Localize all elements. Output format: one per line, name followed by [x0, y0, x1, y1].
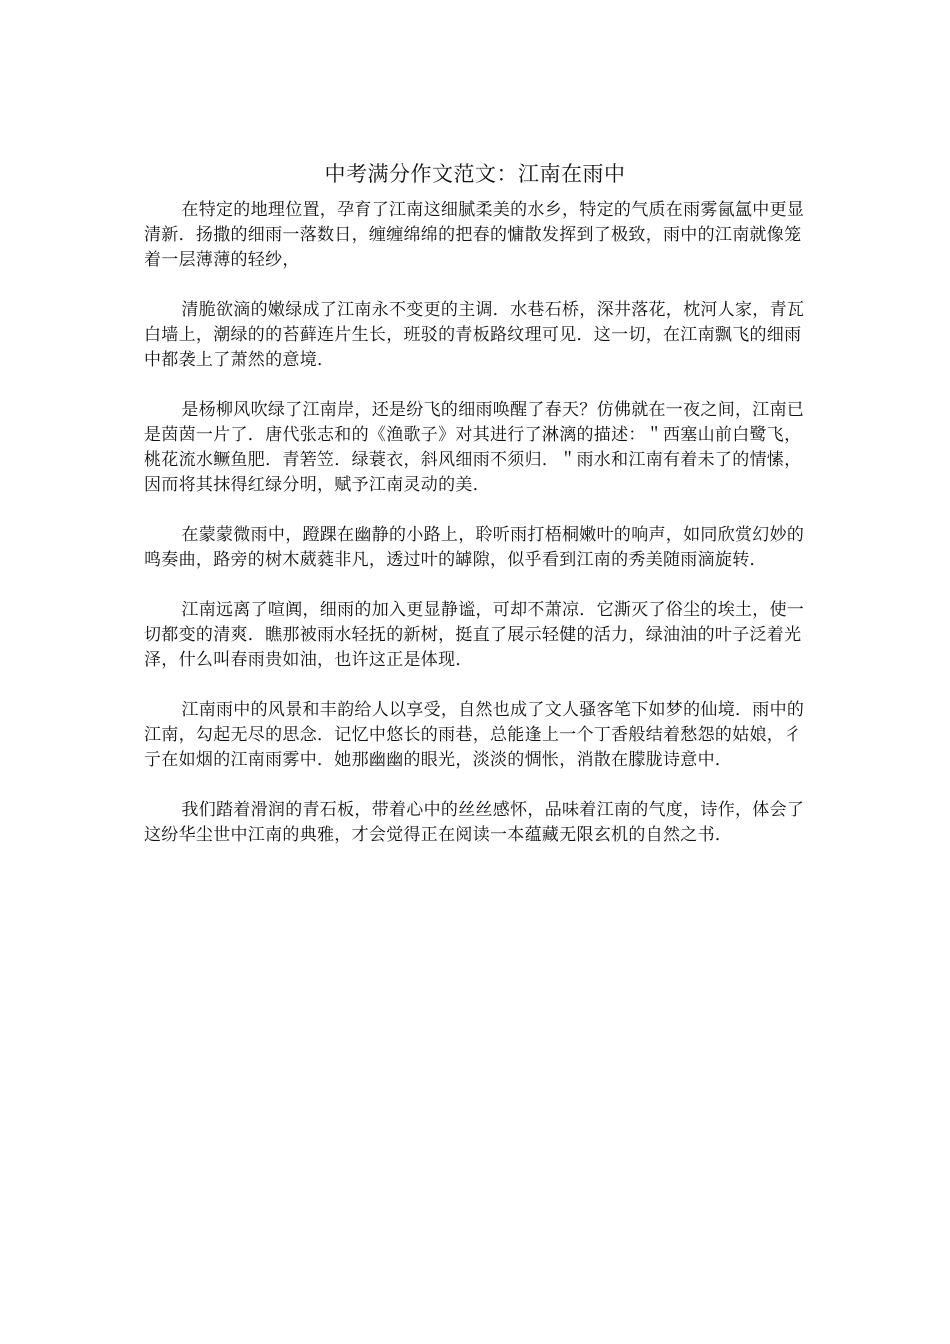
paragraph-1: 在特定的地理位置，孕育了江南这细腻柔美的水乡，特定的气质在雨雾氤氲中更显清新．扬撒的细雨一落数日，缠缠绵绵的把春的慵散发挥到了极致，雨中的江南就像笼着一层薄薄的轻纱，	[144, 200, 805, 270]
paragraph-7: 我们踏着滑润的青石板，带着心中的丝丝感怀，品味着江南的气度，诗作，体会了这纷华尘世中江南的典雅，才会觉得正在阅读一本蕴藏无限玄机的自然之书．	[144, 800, 805, 845]
paragraph-3: 是杨柳风吹绿了江南岸，还是纷飞的细雨唤醒了春天？仿佛就在一夜之间，江南已是茵茵一片了．唐代张志和的《渔歌子》对其进行了淋漓的描述：＂西塞山前白鹭飞，桃花流水鳜鱼肥．青箬笠．绿蓑衣，斜风细雨不须归．＂雨水和江南有着未了的情愫，因而将其抹得红绿分明，赋予江南灵动的美．	[144, 400, 805, 495]
paragraph-5: 江南远离了喧阗，细雨的加入更显静谧，可却不萧凉．它澌灭了俗尘的埃土，使一切都变的清爽．瞧那被雨水轻抚的新树，挺直了展示轻健的活力，绿油油的叶子泛着光泽，什么叫春雨贵如油，也许这正是体现．	[144, 600, 805, 670]
paragraph-6: 江南雨中的风景和丰韵给人以享受，自然也成了文人骚客笔下如梦的仙境．雨中的江南，勾起无尽的思念．记忆中悠长的雨巷，总能逢上一个丁香般结着愁怨的姑娘，彳亍在如烟的江南雨雾中．她那幽幽的眼光，淡淡的惆怅，消散在朦胧诗意中．	[144, 700, 805, 770]
document-body	[144, 198, 812, 873]
paragraph-4: 在蒙蒙微雨中，蹬踝在幽静的小路上，聆听雨打梧桐嫩叶的响声，如同欣赏幻妙的鸣奏曲，路旁的树木葳蕤非凡，透过叶的罅隙，似乎看到江南的秀美随雨滴旋转．	[144, 525, 805, 570]
paragraph-2: 清脆欲滴的嫩绿成了江南永不变更的主调．水巷石桥，深井落花，枕河人家，青瓦白墙上，潮绿的的苔藓连片生长，班驳的青板路纹理可见．这一切，在江南飘飞的细雨中都袭上了萧然的意境．	[144, 300, 805, 370]
document-title: 中考满分作文范文：江南在雨中	[324, 162, 626, 186]
